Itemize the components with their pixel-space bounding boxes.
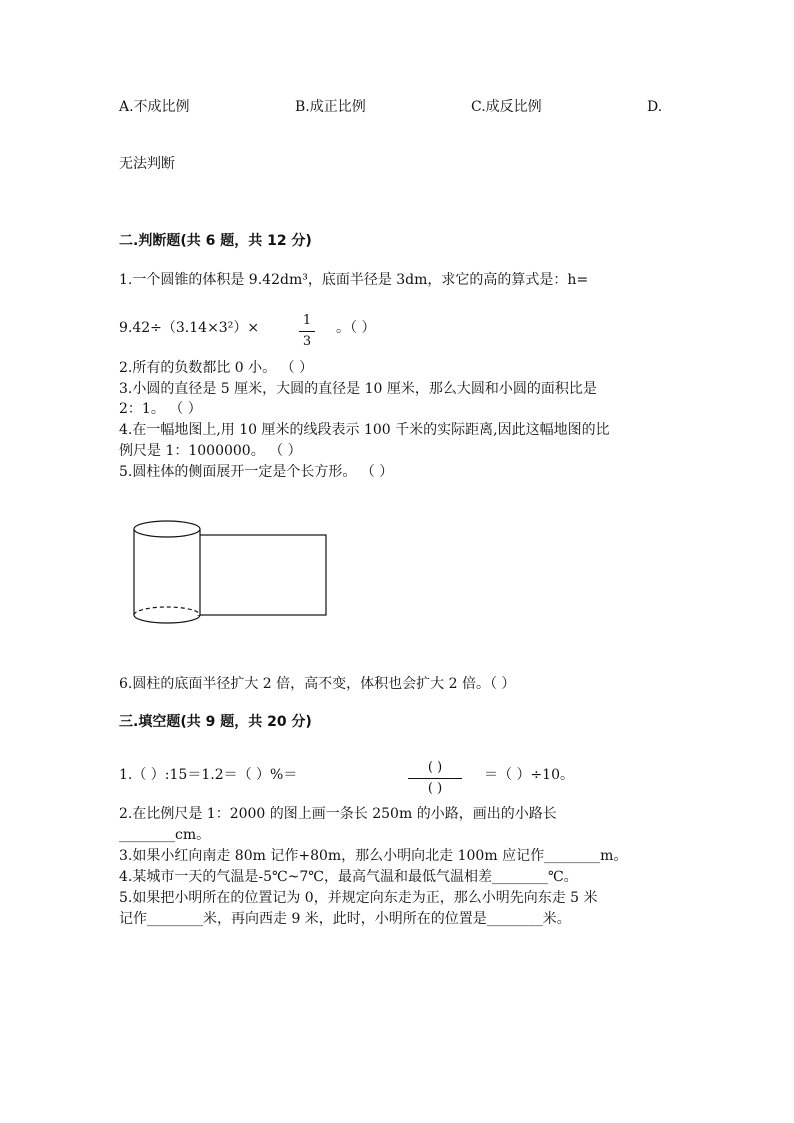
s3-question-4: 4.某城市一天的气温是-5℃~7℃，最高气温和最低气温相差________℃。: [119, 869, 578, 885]
fraction-numerator: ( ): [427, 760, 443, 775]
fraction-denominator: 3: [302, 334, 312, 349]
option-d-text: 无法判断: [119, 156, 175, 172]
s2-question-6: 6.圆柱的底面半径扩大 2 倍，高不变，体积也会扩大 2 倍。（ ）: [119, 676, 516, 692]
s2-question-1-line1: 1.一个圆锥的体积是 9.42dm³，底面半径是 3dm，求它的高的算式是：h=: [119, 272, 589, 288]
s2-question-1-line2b: 。（ ）: [336, 320, 376, 336]
s3-question-3: 3.如果小红向南走 80m 记作+80m，那么小明向北走 100m 应记作________m。: [119, 848, 628, 864]
fraction-denominator: ( ): [427, 781, 443, 796]
s2-question-1-line2a: 9.42÷（3.14×3²）×: [119, 320, 260, 336]
s3-q1-fraction: [408, 760, 462, 797]
s2-question-5: 5.圆柱体的侧面展开一定是个长方形。 （ ）: [119, 464, 394, 480]
fraction-numerator: 1: [302, 313, 312, 328]
s3-question-1a: 1.（ ）:15＝1.2＝（ ）%＝: [119, 767, 298, 783]
s3-question-1b: ＝（ ）÷10。: [484, 767, 574, 783]
s2-question-2: 2.所有的负数都比 0 小。 （ ）: [119, 360, 314, 376]
s3-question-5-line2: 记作________米，再向西走 9 米，此时，小明所在的位置是________米。: [119, 911, 571, 927]
s2-question-4-line1: 4.在一幅地图上,用 10 厘米的线段表示 100 千米的实际距离,因此这幅地图的比: [119, 422, 610, 438]
s3-question-5-line1: 5.如果把小明所在的位置记为 0，并规定向东走为正，那么小明先向东走 5 米: [119, 890, 598, 906]
option-c: C.成反比例: [471, 99, 542, 115]
s3-question-2-line1: 2.在比例尺是 1：2000 的图上画一条长 250m 的小路，画出的小路长: [119, 806, 557, 822]
s2-question-3-line1: 3.小圆的直径是 5 厘米，大圆的直径是 10 厘米，那么大圆和小圆的面积比是: [119, 381, 597, 397]
option-b: B.成正比例: [295, 99, 366, 115]
s2-question-3-line2: 2：1。 （ ）: [119, 401, 202, 417]
section3-title: 三.填空题(共 9 题，共 20 分): [119, 714, 312, 730]
s2-q1-fraction: [299, 313, 315, 350]
cylinder-unfold-figure: [128, 518, 333, 630]
option-d: D.: [647, 99, 663, 115]
section2-title: 二.判断题(共 6 题，共 12 分): [119, 233, 312, 249]
option-a: A.不成比例: [119, 99, 190, 115]
s2-question-4-line2: 例尺是 1：1000000。 （ ）: [119, 443, 302, 459]
s3-question-2-line2: ________cm。: [119, 827, 211, 843]
